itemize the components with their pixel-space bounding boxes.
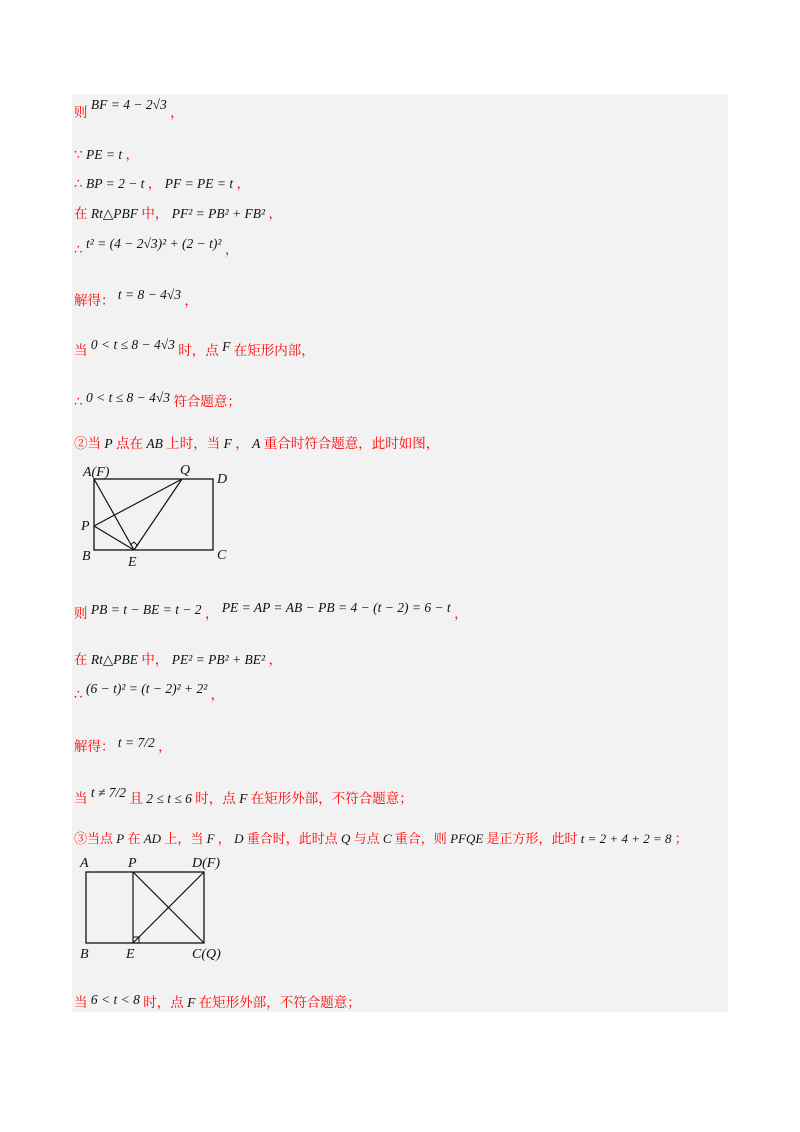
text: ， — [210, 687, 225, 702]
text: ， — [235, 436, 249, 451]
formula: 6 < t < 8 — [90, 992, 140, 1007]
line-14 — [74, 785, 413, 808]
formula: (6 − t)² = (t − 2)² + 2² — [85, 681, 208, 696]
formula: A — [252, 436, 261, 451]
therefore-symbol: ∴ — [74, 242, 83, 257]
text: ， — [268, 652, 282, 667]
therefore-symbol: ∴ — [74, 687, 83, 702]
segment-pe — [94, 526, 134, 550]
therefore-symbol: ∴ — [74, 176, 83, 191]
text: ②当 — [74, 436, 101, 451]
text: 时，点 — [178, 343, 219, 358]
text: 在 — [127, 831, 141, 846]
formula: C — [382, 831, 392, 846]
formula: Q — [340, 831, 351, 846]
formula: AD — [143, 831, 162, 846]
label-d-f: D(F) — [192, 856, 220, 871]
text: 是正方形，此时 — [486, 831, 578, 846]
line-16 — [74, 994, 361, 1012]
formula: PF = PE = t — [164, 176, 234, 191]
formula: t ≠ 7/2 — [90, 785, 127, 800]
text: ③当点 — [74, 831, 114, 846]
text: ， — [454, 606, 468, 621]
label-p: P — [128, 856, 137, 871]
text: ， — [236, 176, 251, 191]
line-1 — [74, 97, 184, 122]
line-4 — [74, 205, 282, 223]
label-a: A — [80, 856, 89, 871]
formula: BF = 4 − 2√3 — [90, 97, 167, 112]
rectangle-abcd — [86, 872, 204, 943]
text: 中， — [141, 652, 169, 667]
text: ， — [217, 831, 231, 846]
formula: 2 ≤ t ≤ 6 — [146, 791, 192, 806]
label-c: C — [217, 548, 227, 563]
text: 重合时，此时点 — [246, 831, 338, 846]
line-10 — [74, 600, 468, 623]
text: 时，点 — [143, 995, 184, 1010]
line-6 — [74, 287, 198, 310]
formula: t² = (4 − 2√3)² + (2 − t)² — [85, 236, 222, 251]
formula: 0 < t ≤ 8 − 4√3 — [90, 337, 175, 352]
text: 重合，则 — [394, 831, 447, 846]
formula: P — [104, 436, 113, 451]
segment-ae — [94, 479, 134, 550]
line-5 — [74, 236, 239, 259]
text: 当 — [74, 995, 88, 1010]
text: 当 — [74, 791, 88, 806]
rectangle-abcd — [94, 479, 213, 550]
line-7 — [74, 337, 315, 360]
formula: P — [116, 831, 125, 846]
line-2 — [74, 146, 139, 164]
text: ， — [224, 242, 239, 257]
formula: Rt△PBE — [90, 652, 138, 667]
line-8 — [74, 390, 241, 411]
formula: t = 2 + 4 + 2 = 8 — [580, 831, 672, 846]
text: 在矩形内部， — [233, 343, 315, 358]
text: ， — [184, 293, 198, 308]
formula: D — [234, 831, 244, 846]
text: 且 — [129, 791, 143, 806]
line-13 — [74, 735, 172, 756]
line-15 — [74, 830, 688, 848]
label-d: D — [217, 472, 228, 487]
formula: F — [223, 436, 232, 451]
text: ， — [125, 147, 139, 162]
text: ， — [204, 606, 219, 621]
label-p: P — [81, 519, 90, 534]
segment-eq — [134, 479, 182, 550]
formula: PE² = PB² + BE² — [171, 652, 266, 667]
line-11 — [74, 651, 282, 669]
text: ， — [158, 739, 172, 754]
text: 符合题意； — [173, 394, 241, 409]
line-3 — [74, 175, 250, 193]
formula: F — [222, 339, 231, 354]
line-12 — [74, 681, 225, 704]
formula: PF² = PB² + FB² — [171, 206, 266, 221]
formula: AB — [146, 436, 163, 451]
text: ， — [170, 105, 184, 120]
figure-2 — [74, 852, 234, 967]
text: ， — [268, 206, 282, 221]
formula: F — [187, 995, 196, 1010]
text: 在矩形外部，不符合题意； — [198, 995, 361, 1010]
formula: PE = t — [85, 147, 123, 162]
line-9 — [74, 435, 439, 453]
text: 则 — [74, 606, 88, 621]
text: 点在 — [116, 436, 143, 451]
formula: t = 8 − 4√3 — [117, 287, 182, 302]
text: 在 — [74, 206, 88, 221]
text: 则 — [74, 105, 88, 120]
label-e: E — [128, 555, 137, 570]
text: 当 — [74, 343, 88, 358]
formula: F — [239, 791, 248, 806]
because-symbol: ∵ — [74, 147, 83, 162]
text: 解得： — [74, 293, 115, 308]
text: ， — [147, 176, 162, 191]
text: 在矩形外部，不符合题意； — [250, 791, 413, 806]
text: 在 — [74, 652, 88, 667]
formula: BP = 2 − t — [85, 176, 145, 191]
text: 重合时符合题意，此时如图， — [263, 436, 440, 451]
formula: PFQE — [450, 831, 484, 846]
formula: PE = AP = AB − PB = 4 − (t − 2) = 6 − t — [221, 600, 451, 615]
text: ； — [674, 831, 688, 846]
text: 解得： — [74, 739, 115, 754]
label-e: E — [126, 947, 135, 962]
formula: F — [206, 831, 215, 846]
label-b: B — [80, 947, 89, 962]
text: 时，点 — [195, 791, 236, 806]
formula: PB = t − BE = t − 2 — [90, 602, 202, 617]
text: 中， — [141, 206, 169, 221]
formula: Rt△PBF — [90, 206, 138, 221]
label-q: Q — [180, 463, 191, 478]
therefore-symbol: ∴ — [74, 394, 83, 409]
text: 上，当 — [164, 831, 204, 846]
figure-1 — [78, 460, 238, 575]
label-b: B — [82, 549, 91, 564]
label-c-q: C(Q) — [192, 947, 221, 962]
text: 上时，当 — [166, 436, 221, 451]
formula: t = 7/2 — [117, 735, 155, 750]
label-a-f: A(F) — [83, 465, 110, 480]
text: 与点 — [353, 831, 380, 846]
formula: 0 < t ≤ 8 − 4√3 — [85, 390, 171, 405]
